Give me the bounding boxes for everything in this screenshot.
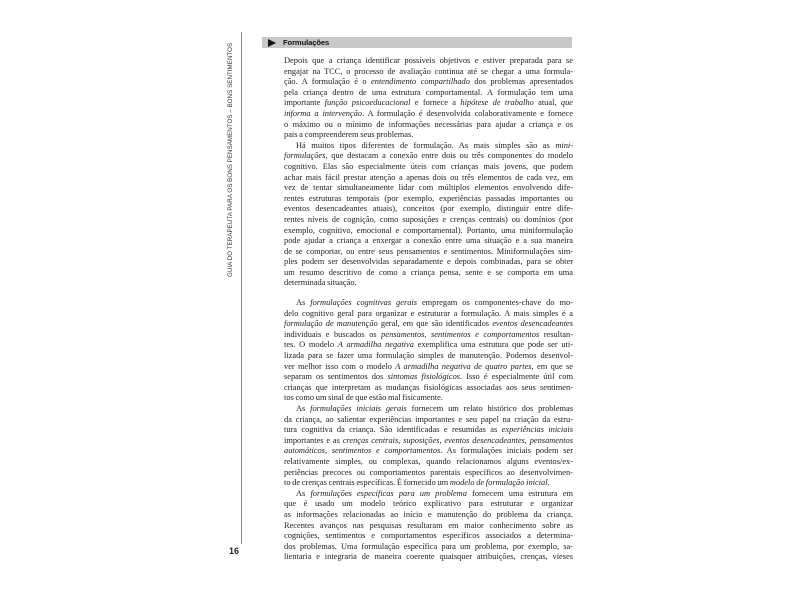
text-segment: engajar na TCC, o processo de avaliação continua até se chegar a uma formula- — [284, 66, 573, 76]
italic-text: sintomas fisiológicos — [387, 372, 461, 382]
text-line — [284, 478, 573, 489]
text-segment: vez de tentar simultaneamente lidar com múltiplos elementos envolvendo dife- — [284, 183, 573, 193]
text-line — [284, 499, 573, 510]
text-segment: o máximo ou o mínimo de informações necessárias para ajudar a criança e os — [284, 119, 573, 129]
text-segment: exemplifica uma estrutura que pode ser uti- — [413, 340, 573, 350]
text-segment: eventos desencadeantes atuais), conceitos (por exemplo, distinguir entre dife- — [284, 204, 573, 214]
text-line — [284, 415, 573, 426]
text-line — [284, 552, 573, 563]
text-segment: importante — [284, 98, 325, 108]
text-segment: tos como um sinal de que estão mal fisicamente. — [284, 393, 443, 403]
text-segment: geral, em que são identificados — [377, 319, 493, 329]
text-segment: achar mais fácil prestar atenção a apenas dois ou três elementos de cada vez, em — [284, 172, 573, 182]
text-segment: individuais e buscados os — [284, 329, 382, 339]
text-line — [284, 372, 573, 383]
text-line — [284, 393, 573, 404]
text-line — [284, 226, 573, 237]
text-segment: delo cognitivo geral para organizar e estruturar a formulação. A mais simples é a — [284, 308, 573, 318]
text-segment: determinada situação. — [284, 278, 357, 288]
text-line — [284, 468, 573, 479]
text-line — [284, 268, 573, 279]
vertical-rule — [241, 32, 242, 544]
italic-text: formulações iniciais gerais — [310, 404, 407, 413]
text-segment: . As formulações iniciais podem ser — [440, 446, 573, 456]
text-line — [284, 183, 573, 194]
text-line — [284, 383, 573, 394]
text-line — [284, 173, 573, 184]
text-segment: cognições, sentimentos e comportamentos específicos associados a determina- — [284, 531, 573, 541]
italic-text: automáticos, sentimentos e comportamentos — [284, 446, 441, 456]
text-segment: relativamente simples, ou complexas, quando relacionamos alguns eventos/ex- — [284, 456, 573, 466]
text-segment: crianças que interpretam as mudanças fisiológicas associadas aos seus sentimen- — [284, 382, 573, 392]
italic-text: formulações específicas para um problema — [310, 488, 467, 498]
italic-text: função psicoeducacional — [324, 98, 411, 108]
text-segment: ver melhor isso com o modelo — [284, 361, 396, 371]
text-segment: pela criança dentro de uma estrutura comportamental. A formulação tem uma — [284, 87, 573, 97]
text-segment: tes. O modelo — [284, 340, 338, 350]
text-line — [284, 425, 573, 436]
text-line — [284, 204, 573, 215]
text-segment: ples podem ser desenvolvidas separadamente e depois combinadas, para se obter — [284, 257, 573, 267]
text-segment: , que destacam a conexão entre dois ou três componentes do modelo — [325, 151, 573, 161]
text-segment: . — [547, 478, 550, 488]
text-line — [284, 404, 573, 415]
text-line — [284, 120, 573, 131]
text-segment: pais a compreenderem seus problemas. — [284, 130, 414, 140]
text-line — [284, 446, 573, 457]
text-segment: lizada para se fazer uma formulação simples de manutenção. Podemos desenvol- — [284, 351, 573, 361]
text-segment: fornecem uma estrutura em — [466, 488, 573, 498]
italic-text: eventos desencadeantes — [492, 319, 573, 329]
text-line — [284, 56, 573, 67]
text-line — [284, 141, 573, 152]
text-line — [284, 457, 573, 468]
triangle-right-icon — [268, 39, 276, 47]
text-segment: dos problemas apresentados — [469, 77, 573, 87]
text-segment: Depois que a criança identificar possíveis objetivos e estiver preparada para se — [284, 56, 573, 65]
section-title: Formulações — [283, 38, 330, 47]
text-segment: . A formulação é desenvolvida colaborativamente e fornece — [361, 108, 573, 118]
section-heading-bar — [262, 37, 572, 48]
text-segment: um resumo descritivo de como a criança pensa, sente e se comporta em uma — [284, 267, 573, 277]
text-segment: Recentes avanços nas pesquisas resultaram em maior conhecimento sobre as — [284, 520, 573, 530]
text-segment: dos problemas. Uma formulação específica para um problema, por exemplo, sa- — [284, 541, 573, 551]
text-line — [284, 151, 573, 162]
text-line — [284, 67, 573, 78]
text-line — [284, 194, 573, 205]
italic-text: formulações cognitivas gerais — [310, 298, 417, 308]
text-segment: lientaria e integraria de maneira coerente quaisquer atribuições, crenças, vieses — [284, 552, 573, 562]
text-line — [284, 88, 573, 99]
italic-text: que — [560, 98, 573, 108]
italic-text: informa a intervenção — [284, 108, 362, 118]
text-line — [284, 98, 573, 109]
text-segment: . Isso é especialmente útil com — [460, 372, 573, 382]
text-line — [284, 319, 573, 330]
italic-text: experiências iniciais — [501, 425, 573, 435]
text-line — [284, 362, 573, 373]
text-segment: periências precoces ou comportamentos parentais específicos ao desenvolvimen- — [284, 467, 573, 477]
text-segment: importantes e as — [284, 435, 343, 445]
text-segment: rentes estruturas temporais (por exemplo, experiências passadas importantes ou — [284, 193, 573, 203]
text-segment: que é usado um modelo teórico explicativo para estruturar e organizar — [284, 499, 573, 509]
text-segment: exemplo, cognitivo, emocional e comportamental). Portanto, uma miniformulação — [284, 225, 573, 235]
text-line — [284, 162, 573, 173]
text-line — [284, 109, 573, 120]
text-segment: , em que se — [531, 361, 573, 371]
italic-text: formulações — [284, 151, 326, 161]
text-line — [284, 330, 573, 341]
text-line — [284, 247, 573, 258]
italic-text: pensamentos, sentimentos e comportamentos — [381, 329, 540, 339]
text-segment: resultan- — [539, 329, 574, 339]
text-line — [284, 542, 573, 553]
text-line — [284, 215, 573, 226]
text-line — [284, 130, 573, 141]
paragraph — [284, 404, 573, 489]
text-segment: tura cognitiva da criança. São identificadas e resumidas as — [284, 425, 502, 435]
italic-text: A armadilha negativa de quatro partes — [395, 361, 532, 371]
paragraph — [284, 141, 573, 289]
text-line — [284, 236, 573, 247]
text-segment: ção. A formulação é o — [284, 77, 372, 87]
text-line — [284, 531, 573, 542]
italic-text: hipótese de trabalho — [460, 98, 534, 108]
text-line — [284, 521, 573, 532]
text-segment: As — [296, 404, 311, 413]
paragraph — [284, 489, 573, 563]
text-segment: As — [296, 298, 311, 308]
text-line — [284, 351, 573, 362]
italic-text: crenças centrais, suposições, eventos desencadeantes, pensamentos — [342, 435, 573, 445]
text-segment: fornecem um relato histórico dos problemas — [406, 404, 573, 413]
running-head: GUIA DO TERAPEUTA PARA OS BONS PENSAMENTOS – BONS SENTIMENTOS — [227, 42, 234, 277]
text-segment: to de crenças centrais específicas. É fornecido um — [284, 478, 450, 488]
body-text — [284, 56, 573, 563]
text-segment: rentes níveis de cognição, como suposições e crenças centrais) ou domínios (por — [284, 214, 573, 224]
text-segment: separam os sentimentos dos — [284, 372, 388, 382]
text-segment: cognitivo. Elas são especialmente úteis com crianças mais jovens, que podem — [284, 161, 573, 171]
text-line — [284, 77, 573, 88]
italic-text: modelo de formulação inicial — [449, 478, 548, 488]
text-segment: as informações relacionadas ao início e manutenção do problema da criança. — [284, 509, 573, 519]
text-segment: Há muitos tipos diferentes de formulação. As mais simples são as — [296, 140, 556, 150]
text-segment: e fornece a — [410, 98, 461, 108]
text-segment: de se comportar, ou entre seus pensamentos e sentimentos. Miniformulações sim- — [284, 246, 573, 256]
text-line — [284, 340, 573, 351]
text-line — [284, 278, 573, 289]
text-line — [284, 309, 573, 320]
paragraph — [284, 298, 573, 404]
text-segment: empregam os componentes-chave do mo- — [416, 298, 573, 308]
text-line — [284, 510, 573, 521]
text-segment: pode ajudar a criança a enxergar a conexão entre uma situação e a sua maneira — [284, 236, 573, 246]
page-number: 16 — [229, 546, 240, 556]
paragraph — [284, 56, 573, 141]
text-segment: da criança, ao salientar experiências importantes e seu papel na criação da estru- — [284, 414, 573, 424]
italic-text: A armadilha negativa — [337, 340, 414, 350]
italic-text: mini- — [555, 140, 573, 150]
text-line — [284, 298, 573, 309]
italic-text: entendimento compartilhado — [371, 77, 470, 87]
text-line — [284, 436, 573, 447]
text-segment: atual, — [533, 98, 561, 108]
text-segment: As — [296, 488, 311, 498]
text-line — [284, 489, 573, 500]
text-line — [284, 257, 573, 268]
italic-text: formulação de manutenção — [284, 319, 378, 329]
